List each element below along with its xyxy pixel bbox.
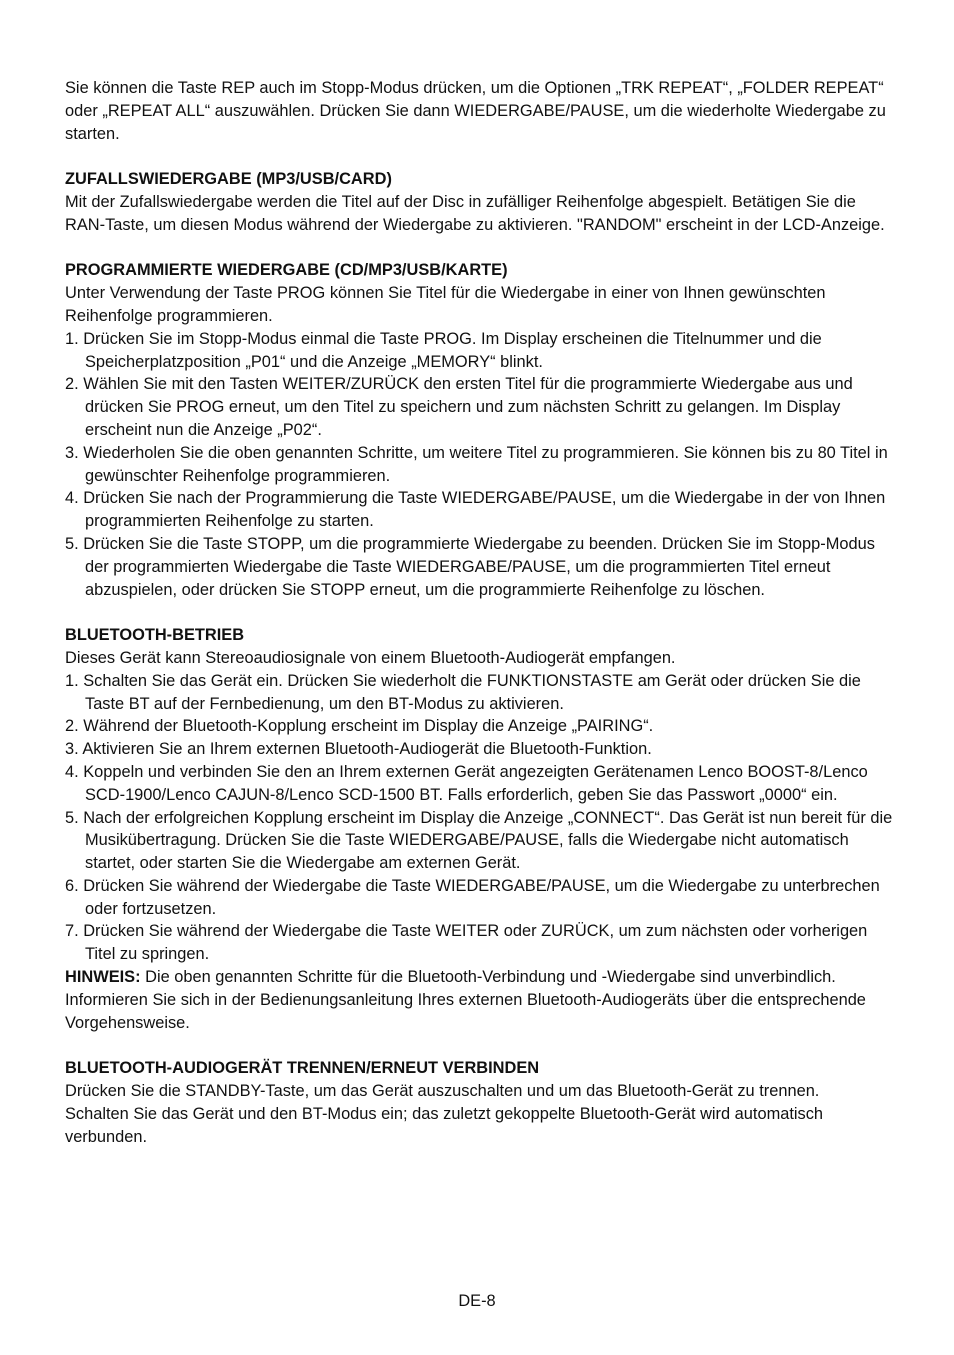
spacer xyxy=(65,145,895,168)
bluetooth-step-3: 3. Aktivieren Sie an Ihrem externen Bluetooth-Audiogerät die Bluetooth-Funktion. xyxy=(65,740,652,759)
random-paragraph: Mit der Zufallswiedergabe werden die Titel auf der Disc in zufälliger Reihenfolge abgespielt. Betätigen Sie die RAN-Taste, um diesen Modus während der Wiedergabe zu aktivieren. "RANDOM" erscheint in der LCD-Anzeige. xyxy=(65,192,885,234)
bluetooth-step-6: 6. Drücken Sie während der Wiedergabe die Taste WIEDERGABE/PAUSE, um die Wiedergabe zu unterbrechen oder fortzusetzen. xyxy=(65,876,880,918)
spacer xyxy=(65,1034,895,1057)
program-step-3: 3. Wiederholen Sie die oben genannten Schritte, um weitere Titel zu programmieren. Sie können bis zu 80 Titel in gewünschter Reihenfolge programmieren. xyxy=(65,443,888,485)
program-step-4: 4. Drücken Sie nach der Programmierung die Taste WIEDERGABE/PAUSE, um die Wiedergabe in der von Ihnen programmierten Reihenfolge zu starten. xyxy=(65,489,886,531)
program-step-2: 2. Wählen Sie mit den Tasten WEITER/ZURÜCK den ersten Titel für die programmierte Wiedergabe aus und drücken Sie PROG erneut, um den Titel zu speichern und zum nächsten Schritt zu gelangen. Im Display erscheint nun die Anzeige „P02“. xyxy=(65,375,853,439)
note-text: Die oben genannten Schritte für die Bluetooth-Verbindung und -Wiedergabe sind unverbindlich. Informieren Sie sich in der Bedienungsanleitung Ihres externen Bluetooth-Audiogeräts über die entsprechende Vorgehensweise. xyxy=(65,968,866,1032)
bluetooth-heading: BLUETOOTH-BETRIEB xyxy=(65,626,245,645)
note-label: HINWEIS: xyxy=(65,968,141,987)
disconnect-paragraph-1: Drücken Sie die STANDBY-Taste, um das Gerät auszuschalten und um das Bluetooth-Gerät zu trennen. xyxy=(65,1082,820,1101)
bluetooth-step-2: 2. Während der Bluetooth-Kopplung erscheint im Display die Anzeige „PAIRING“. xyxy=(65,717,654,736)
page-number: DE-8 xyxy=(458,1292,496,1310)
disconnect-paragraph-2: Schalten Sie das Gerät und den BT-Modus ein; das zuletzt gekoppelte Bluetooth-Gerät wird automatisch verbunden. xyxy=(65,1104,824,1146)
disconnect-heading: BLUETOOTH-AUDIOGERÄT TRENNEN/ERNEUT VERBINDEN xyxy=(65,1059,540,1078)
program-step-5: 5. Drücken Sie die Taste STOPP, um die programmierte Wiedergabe zu beenden. Drücken Sie im Stopp-Modus der programmierten Wiedergabe die Taste WIEDERGABE/PAUSE, um die programmierten Titel erneut abzuspielen, oder drücken Sie STOPP erneut, um die programmierte Reihenfolge zu löschen. xyxy=(65,534,875,599)
bluetooth-step-5: 5. Nach der erfolgreichen Kopplung erscheint im Display die Anzeige „CONNECT“. Das Gerät ist nun bereit für die Musikübertragung. Drücken Sie die Taste WIEDERGABE/PAUSE, falls die Wiedergabe nicht automatisch startet, oder starten Sie die Wiedergabe am externen Gerät. xyxy=(65,808,893,873)
bluetooth-step-7: 7. Drücken Sie während der Wiedergabe die Taste WEITER oder ZURÜCK, um zum nächsten oder vorherigen Titel zu springen. xyxy=(65,922,868,964)
bluetooth-note xyxy=(65,966,895,1034)
spacer xyxy=(65,601,895,624)
random-heading: ZUFALLSWIEDERGABE (MP3/USB/CARD) xyxy=(65,170,392,189)
document-page xyxy=(65,77,895,1148)
program-heading: PROGRAMMIERTE WIEDERGABE (CD/MP3/USB/KARTE) xyxy=(65,261,508,280)
bluetooth-step-1: 1. Schalten Sie das Gerät ein. Drücken Sie wiederholt die FUNKTIONSTASTE am Gerät oder drücken Sie die Taste BT auf der Fernbedienung, um den BT-Modus zu aktivieren. xyxy=(65,671,861,713)
bluetooth-step-4: 4. Koppeln und verbinden Sie den an Ihrem externen Gerät angezeigten Gerätenamen Lenco BOOST-8/Lenco SCD-1900/Lenco CAJUN-8/Lenco SCD-1500 BT. Falls erforderlich, geben Sie das Passwort „0000“ ein. xyxy=(65,762,868,804)
bluetooth-paragraph: Dieses Gerät kann Stereoaudiosignale von einem Bluetooth-Audiogerät empfangen. xyxy=(65,648,676,667)
intro-paragraph: Sie können die Taste REP auch im Stopp-Modus drücken, um die Optionen „TRK REPEAT“, „FOLDER REPEAT“ oder „REPEAT ALL“ auszuwählen. Drücken Sie dann WIEDERGABE/PAUSE, um die wiederholte Wiedergabe zu starten. xyxy=(65,79,886,143)
program-paragraph: Unter Verwendung der Taste PROG können Sie Titel für die Wiedergabe in einer von Ihnen gewünschten Reihenfolge programmieren. xyxy=(65,284,826,325)
spacer xyxy=(65,237,895,260)
program-step-1: 1. Drücken Sie im Stopp-Modus einmal die Taste PROG. Im Display erscheinen die Titelnummer und die Speicherplatzposition „P01“ und die Anzeige „MEMORY“ blinkt. xyxy=(65,329,822,371)
